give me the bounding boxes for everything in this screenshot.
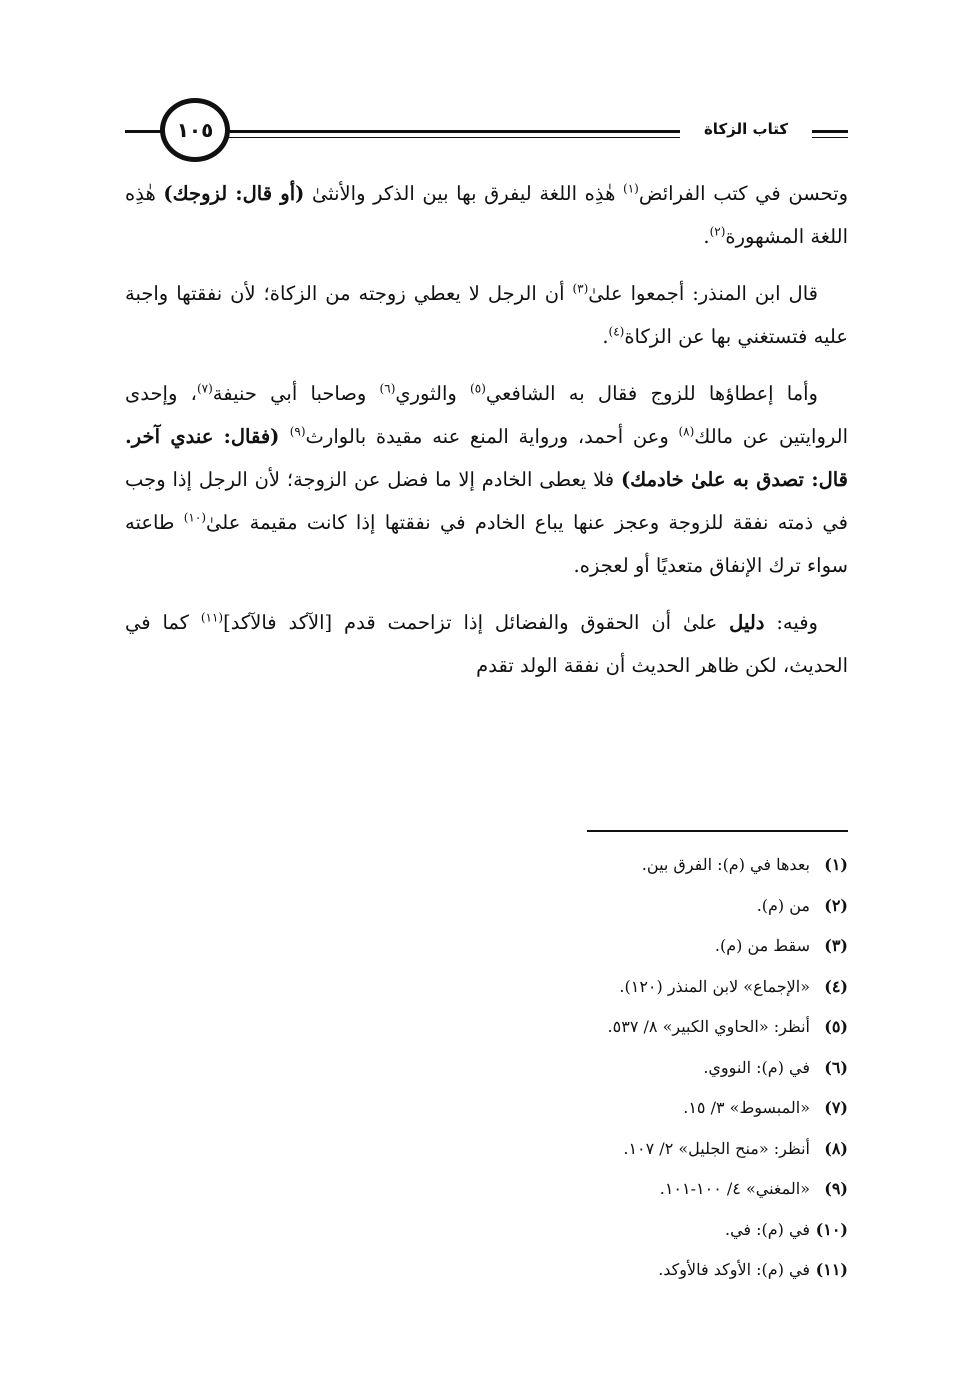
footnote-text: من (م). [756, 895, 810, 915]
text-run: كما في الحديث، لكن ظاهر الحديث أن نفقة الولد تقدم [125, 611, 848, 677]
text-run: هٰذِه اللغة ليفرق بها بين الذكر والأنثىٰ [304, 182, 624, 205]
text-run: والثوري [395, 382, 471, 405]
bold-word: دليل [729, 611, 765, 634]
footnote-text: أنظر: «الحاوي الكبير» ٨/ ٥٣٧. [607, 1017, 810, 1036]
footnote-ref: (٩) [289, 424, 306, 439]
footnote-ref: (٦) [379, 381, 396, 396]
footnote-number: (٩) [824, 1179, 848, 1198]
footnote-number: (٤) [824, 976, 848, 996]
footnote-ref: (٣) [572, 281, 589, 296]
footnote-number: (١) [824, 855, 848, 874]
text-run: علىٰ أن الحقوق والفضائل إذا تزاحمت قدم [الآكد فالآكد] [223, 611, 730, 634]
main-text [125, 172, 848, 701]
running-title: كتاب الزكاة [703, 120, 789, 138]
footnotes [300, 845, 848, 1291]
footnote [300, 1169, 848, 1210]
footnote-separator [587, 830, 848, 832]
header-rule-middle-thin [225, 137, 680, 138]
hadith-quote: (فقال: عندي آخر. قال: تصدق به علىٰ خادمك) [125, 425, 849, 491]
footnote-ref: (١١) [200, 610, 224, 625]
footnote-ref: (١٠) [183, 510, 206, 525]
paragraph [125, 272, 848, 358]
footnote-ref: (٤) [608, 324, 625, 339]
footnote [300, 926, 848, 967]
paragraph [125, 172, 848, 258]
footnote-text: سقط من (م). [714, 936, 810, 955]
text-run: وفيه: [764, 611, 818, 634]
text-run: وصاحبا أبي حنيفة [212, 382, 380, 405]
footnote [300, 1129, 848, 1170]
text-run: . [602, 325, 609, 348]
footnote [300, 1088, 848, 1129]
hadith-quote: (أو قال: لزوجك) [163, 182, 305, 205]
footnote-ref: (٥) [470, 381, 486, 396]
footnote-number: (٢) [824, 895, 848, 915]
footnote [300, 845, 848, 886]
text-run: . [703, 225, 710, 248]
footnote-text: «المبسوط» ٣/ ١٥. [683, 1098, 810, 1117]
text-run: وعن أحمد، ورواية المنع عنه مقيدة بالوارث [305, 425, 679, 448]
footnote-ref: (١) [623, 181, 639, 196]
footnote-number: (١٠) [815, 1219, 848, 1239]
footnote-text: في (م): في. [724, 1219, 810, 1239]
page-number: ١٠٥ [160, 98, 230, 162]
footnote-ref: (٨) [678, 424, 695, 439]
footnote-text: «المغني» ٤/ ١٠٠-١٠١. [659, 1179, 810, 1198]
footnote [300, 967, 848, 1008]
text-run: وأما إعطاؤها للزوج فقال به الشافعي [485, 382, 818, 405]
footnote-text: أنظر: «منح الجليل» ٢/ ١٠٧. [623, 1138, 810, 1158]
footnote [300, 1048, 848, 1089]
footnote-number: (٧) [824, 1098, 848, 1117]
footnote-number: (٨) [824, 1138, 848, 1158]
footnote-ref: (٢) [709, 224, 726, 239]
footnote-number: (١١) [815, 1260, 848, 1279]
footnote-number: (٣) [824, 936, 848, 955]
footnote-number: (٦) [824, 1057, 848, 1077]
paragraph [125, 601, 848, 687]
text-run: قال ابن المنذر: أجمعوا علىٰ [588, 282, 818, 305]
page-header [0, 88, 953, 178]
footnote-text: في (م): الأوكد فالأوكد. [658, 1260, 810, 1279]
footnote [300, 1250, 848, 1291]
header-rule-middle [225, 130, 680, 133]
header-rule-right-thin [812, 137, 848, 138]
text-run: أن الرجل لا يعطي زوجته من الزكاة؛ لأن نفقتها واجبة عليه فتستغني بها عن الزكاة [125, 282, 848, 348]
header-rule-right [812, 130, 848, 133]
footnote [300, 886, 848, 927]
footnote-ref: (٧) [196, 381, 213, 396]
text-run: هٰذِه اللغة المشهورة [125, 182, 848, 248]
text-run: وتحسن في كتب الفرائض [638, 182, 849, 205]
text-run: ، وإحدى الروايتين عن مالك [125, 382, 848, 448]
footnote-text: «الإجماع» لابن المنذر (١٢٠). [619, 976, 810, 996]
footnote-text: بعدها في (م): الفرق بين. [641, 855, 810, 874]
footnote [300, 1210, 848, 1251]
footnote-text: في (م): النووي. [703, 1057, 810, 1077]
text-run: فلا يعطى الخادم إلا ما فضل عن الزوجة؛ لأن الرجل إذا وجب في ذمته نفقة للزوجة وعجز عنها يباع الخادم في نفقتها إذا كانت مقيمة علىٰ [125, 468, 848, 534]
text-run: طاعته سواء ترك الإنفاق متعديًا أو لعجزه. [125, 511, 848, 577]
footnote [300, 1007, 848, 1048]
footnote-number: (٥) [824, 1017, 848, 1036]
paragraph [125, 372, 848, 587]
